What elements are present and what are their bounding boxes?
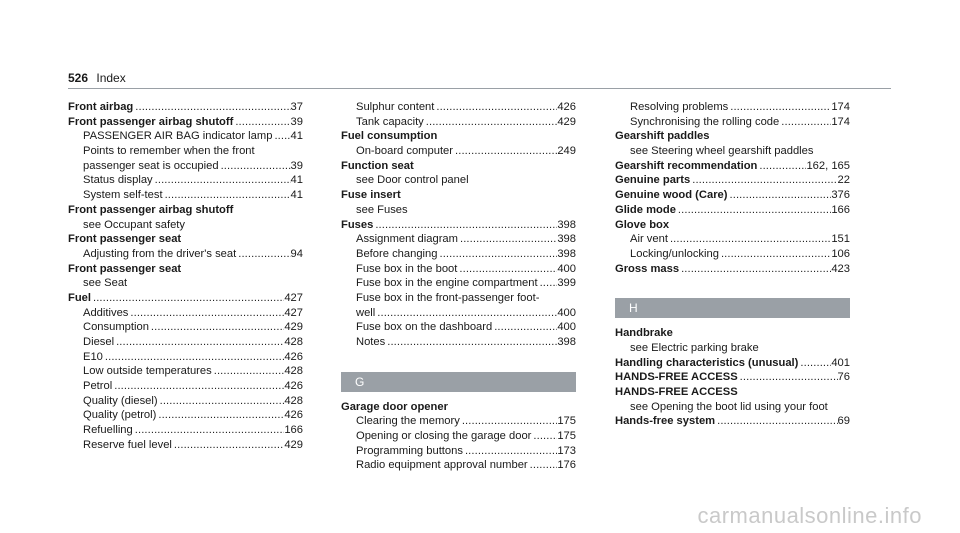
page-reference-link[interactable]: 401	[831, 356, 850, 369]
entry-text: Diesel	[83, 336, 115, 348]
entry-text: Status display	[83, 174, 153, 187]
section-letter-heading: G	[341, 372, 576, 392]
entry-text: Fuse insert	[341, 189, 401, 202]
page-reference-link[interactable]: 249	[557, 145, 576, 158]
entry-text: Before changing	[356, 247, 438, 260]
page-reference-link[interactable]: 400	[557, 321, 576, 334]
index-entry	[615, 159, 850, 174]
page-reference-link[interactable]: 41	[290, 189, 303, 202]
dot-leader	[728, 100, 831, 115]
entry-text: Adjusting from the driver's seat	[83, 247, 237, 260]
index-subentry	[68, 173, 303, 188]
index-subentry	[68, 438, 303, 453]
entry-text: Reserve fuel level	[83, 438, 172, 451]
index-subentry	[341, 458, 576, 473]
page-reference-link[interactable]: 427	[284, 306, 303, 319]
page-reference-link[interactable]: 162, 165	[806, 159, 850, 172]
entry-text: Quality (petrol)	[83, 409, 157, 422]
dot-leader	[457, 262, 557, 277]
dot-leader	[212, 364, 285, 379]
entry-text: see Electric parking brake	[630, 341, 759, 354]
entry-text: Function seat	[341, 159, 414, 172]
dot-leader	[460, 414, 557, 429]
index-subentry	[341, 144, 576, 159]
section-letter-heading: H	[615, 298, 850, 318]
index-subentry	[341, 232, 576, 247]
index-subentry	[615, 400, 850, 415]
index-subentry	[68, 276, 303, 291]
page-reference-link[interactable]: 426	[284, 350, 303, 363]
index-entry	[615, 370, 850, 385]
index-entry	[615, 188, 850, 203]
page-reference-link[interactable]: 175	[557, 415, 576, 428]
entry-text: Quality (diesel)	[83, 394, 158, 407]
entry-text: Genuine parts	[615, 174, 691, 187]
page-reference-link[interactable]: 41	[290, 174, 303, 187]
section-spacer	[341, 350, 576, 372]
entry-text: Front passenger seat	[68, 262, 182, 275]
page-reference-link[interactable]: 429	[284, 321, 303, 334]
entry-text: System self-test	[83, 189, 163, 202]
entry-text: passenger seat is occupied	[83, 159, 219, 172]
entry-text: Synchronising the rolling code	[630, 115, 780, 128]
dot-leader	[492, 320, 557, 335]
page-reference-link[interactable]: 400	[557, 262, 576, 275]
index-subentry	[615, 232, 850, 247]
entry-text: Fuel consumption	[341, 130, 438, 143]
index-subentry	[341, 173, 576, 188]
index-entry	[68, 115, 303, 130]
page-number: 526	[68, 71, 89, 85]
page-reference-link[interactable]: 399	[557, 277, 576, 290]
index-subentry	[68, 423, 303, 438]
index-entry	[615, 414, 850, 429]
index-subentry	[341, 414, 576, 429]
dot-leader	[779, 115, 831, 130]
entry-text: Glove box	[615, 218, 670, 231]
page-reference-link[interactable]: 174	[831, 101, 850, 113]
dot-leader	[219, 159, 291, 174]
entry-text: Fuse box on the dashboard	[356, 321, 493, 334]
dot-leader	[728, 188, 832, 203]
dot-leader	[453, 144, 557, 159]
dot-leader	[434, 100, 557, 115]
page-reference-link[interactable]: 428	[284, 365, 303, 378]
dot-leader	[103, 350, 284, 365]
index-subentry	[341, 276, 576, 291]
index-column-2	[341, 100, 576, 473]
dot-leader	[128, 306, 284, 321]
page-reference-link[interactable]: 76	[837, 371, 850, 384]
index-subentry	[68, 159, 303, 174]
page-reference-link[interactable]: 426	[284, 409, 303, 422]
dot-leader	[757, 159, 806, 174]
dot-leader	[236, 247, 290, 262]
entry-text: well	[356, 306, 376, 319]
header-title: Index	[96, 71, 126, 85]
entry-text: Points to remember when the front	[83, 145, 255, 158]
index-entry	[68, 100, 303, 115]
entry-text: Opening or closing the garage door	[356, 430, 532, 443]
dot-leader	[798, 356, 831, 371]
entry-text: HANDS-FREE ACCESS	[615, 386, 738, 398]
entry-text: Additives	[83, 306, 129, 319]
dot-leader	[158, 394, 285, 409]
page-reference-link[interactable]: 151	[831, 233, 850, 246]
page-reference-link[interactable]: 398	[557, 336, 576, 348]
entry-text: Gearshift paddles	[615, 130, 710, 143]
entry-text: Fuse box in the front-passenger foot-	[356, 291, 540, 304]
entry-text: see Occupant safety	[83, 218, 185, 231]
index-entry	[615, 173, 850, 188]
page-reference-link[interactable]: 429	[557, 115, 576, 128]
index-subentry	[68, 218, 303, 233]
index-subentry	[68, 247, 303, 262]
dot-leader	[458, 232, 557, 247]
page-reference-link[interactable]: 94	[290, 247, 303, 260]
index-subentry	[341, 335, 576, 350]
entry-text: Consumption	[83, 321, 149, 334]
dot-leader	[133, 423, 285, 438]
entry-text: Gearshift recommendation	[615, 159, 758, 172]
entry-text: Assignment diagram	[356, 233, 458, 246]
dot-leader	[272, 129, 290, 144]
dot-leader	[163, 188, 291, 203]
index-entry	[341, 218, 576, 233]
index-subentry	[341, 247, 576, 262]
dot-leader	[91, 291, 284, 306]
entry-text: Handbrake	[615, 327, 673, 340]
index-subentry	[615, 341, 850, 356]
index-entry	[68, 232, 303, 247]
dot-leader	[676, 203, 831, 218]
page-reference-link[interactable]: 41	[290, 130, 303, 143]
dot-leader	[463, 444, 557, 459]
dot-leader	[738, 370, 838, 385]
entry-text: see Seat	[83, 277, 128, 290]
dot-leader	[114, 335, 284, 350]
dot-leader	[679, 262, 831, 277]
entry-text: On-board computer	[356, 145, 454, 158]
entry-text: E10	[83, 350, 103, 363]
index-entry	[341, 188, 576, 203]
entry-text: Front airbag	[68, 101, 134, 113]
entry-text: Resolving problems	[630, 101, 729, 113]
index-entry	[615, 218, 850, 233]
page-reference-link[interactable]: 166	[831, 203, 850, 216]
entry-text: Front passenger seat	[68, 233, 182, 246]
index-subentry	[341, 291, 576, 306]
page-reference-link[interactable]: 398	[557, 247, 576, 260]
dot-leader	[375, 306, 557, 321]
index-subentry	[68, 306, 303, 321]
index-subentry	[68, 350, 303, 365]
watermark: carmanualsonline.info	[697, 503, 922, 528]
index-subentry	[68, 335, 303, 350]
index-entry	[615, 356, 850, 371]
entry-text: Radio equipment approval number	[356, 459, 528, 472]
dot-leader	[172, 438, 284, 453]
index-subentry	[615, 247, 850, 262]
index-entry	[615, 326, 850, 341]
dot-leader	[531, 429, 557, 444]
page-reference-link[interactable]: 166	[284, 424, 303, 437]
dot-leader	[373, 218, 557, 233]
entry-text: see Opening the boot lid using your foot	[630, 400, 828, 413]
entry-text: Fuses	[341, 218, 374, 231]
index-subentry	[68, 144, 303, 159]
dot-leader	[153, 173, 291, 188]
entry-text: Front passenger airbag shutoff	[68, 115, 234, 128]
entry-text: Glide mode	[615, 203, 676, 216]
page-reference-link[interactable]: 429	[284, 438, 303, 451]
index-entry	[68, 262, 303, 277]
index-subentry	[341, 262, 576, 277]
dot-leader	[690, 173, 837, 188]
entry-text: Hands-free system	[615, 415, 716, 428]
index-entry	[341, 129, 576, 144]
page-reference-link[interactable]: 174	[831, 115, 850, 128]
entry-text: see Door control panel	[356, 174, 469, 187]
dot-leader	[668, 232, 831, 247]
entry-text: Genuine wood (Care)	[615, 189, 728, 202]
dot-leader	[424, 115, 558, 130]
entry-text: Clearing the memory	[356, 415, 460, 428]
index-subentry	[68, 129, 303, 144]
index-subentry	[615, 144, 850, 159]
index-entry	[68, 203, 303, 218]
index-column-3	[615, 100, 850, 429]
entry-text: Fuse box in the boot	[356, 262, 458, 275]
index-subentry	[68, 408, 303, 423]
index-subentry	[68, 364, 303, 379]
index-column-1	[68, 100, 303, 453]
dot-leader	[112, 379, 284, 394]
page-reference-link[interactable]: 428	[284, 336, 303, 348]
page-reference-link[interactable]: 175	[557, 430, 576, 443]
dot-leader	[233, 115, 290, 130]
entry-text: PASSENGER AIR BAG indicator lamp	[83, 130, 273, 143]
entry-text: Fuel	[68, 291, 91, 304]
index-entry	[615, 203, 850, 218]
index-subentry	[341, 429, 576, 444]
page-reference-link[interactable]: 22	[837, 174, 850, 187]
page-reference-link[interactable]: 426	[557, 101, 576, 113]
entry-text: Locking/unlocking	[630, 247, 719, 260]
entry-text: Programming buttons	[356, 444, 463, 457]
entry-text: HANDS-FREE ACCESS	[615, 371, 738, 384]
index-entry	[615, 262, 850, 277]
dot-leader	[538, 276, 558, 291]
index-entry	[615, 385, 850, 400]
page-reference-link[interactable]: 423	[831, 262, 850, 275]
entry-text: see Fuses	[356, 203, 408, 216]
index-subentry	[68, 394, 303, 409]
index-subentry	[68, 320, 303, 335]
dot-leader	[528, 458, 558, 473]
page-reference-link[interactable]: 69	[837, 415, 850, 428]
index-entry	[341, 159, 576, 174]
page-reference-link[interactable]: 176	[557, 459, 576, 472]
page-header	[68, 71, 126, 85]
index-subentry	[341, 444, 576, 459]
entry-text: Notes	[356, 336, 386, 348]
page-reference-link[interactable]: 106	[831, 247, 850, 260]
index-entry	[615, 129, 850, 144]
dot-leader	[149, 320, 284, 335]
page-reference-link[interactable]: 427	[284, 291, 303, 304]
index-entry	[68, 291, 303, 306]
index-subentry	[341, 320, 576, 335]
dot-leader	[719, 247, 831, 262]
index-subentry	[615, 115, 850, 130]
entry-text: Air vent	[630, 233, 668, 246]
index-subentry	[615, 100, 850, 115]
page-reference-link[interactable]: 173	[557, 444, 576, 457]
dot-leader	[437, 247, 557, 262]
page-reference-link[interactable]: 428	[284, 394, 303, 407]
page-reference-link[interactable]: 400	[557, 306, 576, 319]
entry-text: Fuse box in the engine compartment	[356, 277, 538, 290]
entry-text: Refuelling	[83, 424, 133, 437]
index-subentry	[341, 203, 576, 218]
entry-text: Tank capacity	[356, 115, 424, 128]
entry-text: see Steering wheel gearshift paddles	[630, 145, 814, 158]
index-subentry	[341, 100, 576, 115]
page-reference-link[interactable]: 37	[290, 101, 303, 113]
dot-leader	[385, 335, 557, 350]
page-reference-link[interactable]: 426	[284, 380, 303, 393]
entry-text: Low outside temperatures	[83, 365, 212, 378]
entry-text: Handling characteristics (unusual)	[615, 356, 799, 369]
index-subentry	[341, 306, 576, 321]
index-subentry	[68, 379, 303, 394]
entry-text: Petrol	[83, 380, 113, 393]
dot-leader	[715, 414, 837, 429]
index-subentry	[341, 115, 576, 130]
entry-text: Garage door opener	[341, 400, 448, 413]
dot-leader	[133, 100, 290, 115]
page-reference-link[interactable]: 398	[557, 218, 576, 231]
header-divider	[68, 88, 891, 89]
page-reference-link[interactable]: 39	[290, 115, 303, 128]
page-reference-link[interactable]: 398	[557, 233, 576, 246]
dot-leader	[156, 408, 284, 423]
entry-text: Sulphur content	[356, 101, 435, 113]
entry-text: Gross mass	[615, 262, 680, 275]
index-entry	[341, 400, 576, 415]
page-reference-link[interactable]: 376	[831, 189, 850, 202]
entry-text: Front passenger airbag shutoff	[68, 203, 234, 216]
section-spacer	[615, 276, 850, 298]
index-subentry	[68, 188, 303, 203]
page-reference-link[interactable]: 39	[290, 159, 303, 172]
